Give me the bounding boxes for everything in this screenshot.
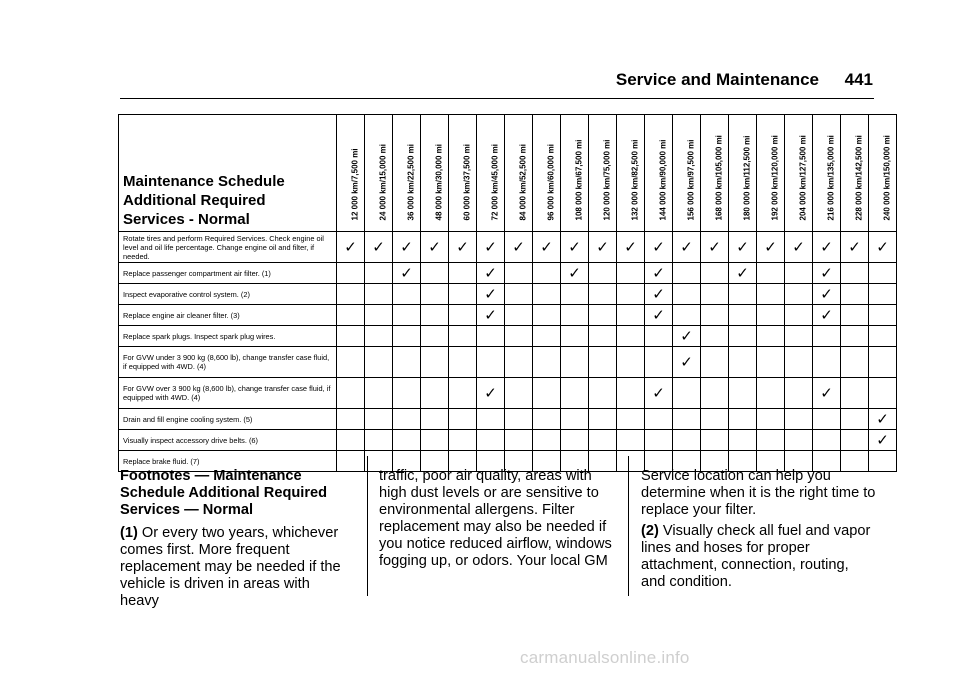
empty-cell [841,326,869,347]
table-row [119,378,897,409]
service-description: For GVW over 3 900 kg (8,600 lb), change transfer case fluid, if equipped with 4WD. (4) [119,378,337,409]
interval-label: 132 000 km/82,500 mi [630,139,639,221]
footnote-text: Or every two years, whichever comes first. More frequent replacement may be needed if the vehicle is driven in areas with heavy [120,525,341,609]
check-mark-cell: ✓ [645,263,673,284]
empty-cell [393,326,421,347]
empty-cell [841,305,869,326]
check-mark-cell: ✓ [645,305,673,326]
check-mark-cell: ✓ [617,232,645,263]
check-mark-cell: ✓ [561,263,589,284]
page-number: 441 [844,70,873,89]
empty-cell [449,378,477,409]
empty-cell [869,378,897,409]
check-mark-cell: ✓ [449,232,477,263]
empty-cell [757,263,785,284]
table-title [119,115,337,232]
column-header-interval [617,115,645,232]
empty-cell [449,430,477,451]
check-mark-cell: ✓ [365,232,393,263]
empty-cell [421,263,449,284]
interval-label: 168 000 km/105,000 mi [714,135,723,221]
empty-cell [505,284,533,305]
empty-cell [701,263,729,284]
empty-cell [505,378,533,409]
empty-cell [365,263,393,284]
check-mark-cell: ✓ [393,232,421,263]
footnote-text: Visually check all fuel and vapor lines and hoses for proper attachment, connection, routing, and condition. [641,523,871,590]
empty-cell [533,263,561,284]
empty-cell [533,347,561,378]
empty-cell [449,263,477,284]
footnote-1-start [120,525,350,610]
footnotes-column-3 [641,468,877,595]
empty-cell [561,326,589,347]
column-divider [367,456,368,596]
interval-label: 48 000 km/30,000 mi [434,143,443,221]
service-description: Drain and fill engine cooling system. (5) [119,409,337,430]
check-mark-cell: ✓ [813,284,841,305]
footnotes-title-line: Services — Normal [120,502,254,518]
interval-label: 120 000 km/75,000 mi [602,139,611,221]
interval-label: 108 000 km/67,500 mi [574,139,583,221]
empty-cell [729,347,757,378]
column-header-interval [729,115,757,232]
check-mark-cell: ✓ [589,232,617,263]
empty-cell [477,326,505,347]
column-header-interval [589,115,617,232]
empty-cell [589,430,617,451]
footnote-number: (1) [120,525,138,541]
empty-cell [393,378,421,409]
check-mark-cell: ✓ [869,232,897,263]
empty-cell [449,326,477,347]
empty-cell [505,305,533,326]
table-title-line: Services - Normal [123,211,250,228]
empty-cell [673,263,701,284]
empty-cell [645,326,673,347]
table-row [119,263,897,284]
interval-label: 228 000 km/142,500 mi [854,135,863,221]
footnotes-title-line: Schedule Additional Required [120,485,328,501]
table-row [119,284,897,305]
check-mark-cell: ✓ [477,232,505,263]
empty-cell [561,347,589,378]
empty-cell [365,409,393,430]
empty-cell [365,378,393,409]
column-header-interval [757,115,785,232]
empty-cell [337,284,365,305]
empty-cell [729,409,757,430]
empty-cell [701,305,729,326]
interval-label: 144 000 km/90,000 mi [658,139,667,221]
empty-cell [393,430,421,451]
check-mark-cell: ✓ [477,284,505,305]
check-mark-cell: ✓ [813,263,841,284]
empty-cell [729,430,757,451]
check-mark-cell: ✓ [393,263,421,284]
empty-cell [813,430,841,451]
empty-cell [337,326,365,347]
check-mark-cell: ✓ [477,378,505,409]
table-row [119,326,897,347]
empty-cell [813,409,841,430]
empty-cell [869,305,897,326]
empty-cell [421,305,449,326]
empty-cell [421,326,449,347]
empty-cell [841,263,869,284]
empty-cell [421,284,449,305]
check-mark-cell: ✓ [729,263,757,284]
empty-cell [365,430,393,451]
empty-cell [673,430,701,451]
column-header-interval [393,115,421,232]
service-description: Replace passenger compartment air filter. (1) [119,263,337,284]
empty-cell [589,305,617,326]
empty-cell [701,430,729,451]
footnote-1-continued: traffic, poor air quality, areas with high dust levels or are sensitive to environmental allergens. Filter replacement may also be needed if you notice reduced airflow, windows fogging up, or odors. Your local GM [379,468,612,569]
empty-cell [785,305,813,326]
empty-cell [757,326,785,347]
empty-cell [645,409,673,430]
check-mark-cell: ✓ [869,430,897,451]
empty-cell [673,378,701,409]
empty-cell [785,326,813,347]
empty-cell [617,430,645,451]
empty-cell [393,409,421,430]
empty-cell [617,378,645,409]
footnote-number: (2) [641,523,659,539]
empty-cell [729,378,757,409]
empty-cell [785,378,813,409]
column-header-interval [813,115,841,232]
interval-label: 24 000 km/15,000 mi [378,143,387,221]
empty-cell [337,378,365,409]
empty-cell [673,409,701,430]
empty-cell [869,326,897,347]
empty-cell [505,430,533,451]
empty-cell [729,305,757,326]
footnotes-title-line: Footnotes — Maintenance [120,468,302,484]
column-header-interval [421,115,449,232]
interval-label: 36 000 km/22,500 mi [406,143,415,221]
column-header-interval [561,115,589,232]
check-mark-cell: ✓ [337,232,365,263]
empty-cell [477,347,505,378]
footnote-2 [641,523,877,591]
watermark: carmanualsonline.info [520,648,690,667]
check-mark-cell: ✓ [645,232,673,263]
empty-cell [869,263,897,284]
footnote-1-end: Service location can help you determine when it is the right time to replace your filter. [641,468,876,518]
empty-cell [421,430,449,451]
check-mark-cell: ✓ [561,232,589,263]
section-title: Service and Maintenance [615,70,819,89]
empty-cell [589,284,617,305]
schedule-grid [118,114,897,472]
interval-label: 180 000 km/112,500 mi [742,135,751,221]
empty-cell [813,326,841,347]
check-mark-cell: ✓ [869,409,897,430]
empty-cell [785,409,813,430]
empty-cell [505,326,533,347]
interval-label: 240 000 km/150,000 mi [882,135,891,221]
empty-cell [645,347,673,378]
interval-label: 192 000 km/120,000 mi [770,135,779,221]
empty-cell [505,409,533,430]
empty-cell [477,409,505,430]
empty-cell [757,378,785,409]
empty-cell [589,326,617,347]
empty-cell [337,409,365,430]
empty-cell [533,326,561,347]
empty-cell [673,305,701,326]
service-description: Rotate tires and perform Required Services. Check engine oil level and oil life percentage. Change engine oil and filter, if needed. [119,232,337,263]
table-header-row [119,115,897,232]
empty-cell [505,347,533,378]
check-mark-cell: ✓ [673,232,701,263]
header-rule [120,98,874,99]
empty-cell [785,263,813,284]
empty-cell [757,430,785,451]
empty-cell [841,430,869,451]
check-mark-cell: ✓ [813,232,841,263]
check-mark-cell: ✓ [477,263,505,284]
column-header-interval [533,115,561,232]
column-header-interval [477,115,505,232]
empty-cell [337,347,365,378]
empty-cell [393,347,421,378]
empty-cell [617,326,645,347]
empty-cell [365,347,393,378]
check-mark-cell: ✓ [533,232,561,263]
empty-cell [561,409,589,430]
service-description: Replace brake fluid. (7) [119,451,337,472]
table-title-line: Additional Required [123,192,266,209]
empty-cell [701,326,729,347]
column-header-interval [869,115,897,232]
check-mark-cell: ✓ [645,284,673,305]
check-mark-cell: ✓ [729,232,757,263]
check-mark-cell: ✓ [505,232,533,263]
column-header-interval [645,115,673,232]
column-divider [628,456,629,596]
empty-cell [701,284,729,305]
table-title-line: Maintenance Schedule [123,173,285,190]
empty-cell [337,305,365,326]
column-header-interval [701,115,729,232]
empty-cell [813,347,841,378]
check-mark-cell: ✓ [813,305,841,326]
empty-cell [841,378,869,409]
empty-cell [589,263,617,284]
empty-cell [365,326,393,347]
column-header-interval [673,115,701,232]
empty-cell [757,409,785,430]
empty-cell [533,284,561,305]
check-mark-cell: ✓ [813,378,841,409]
check-mark-cell: ✓ [477,305,505,326]
empty-cell [589,347,617,378]
empty-cell [533,430,561,451]
empty-cell [617,305,645,326]
table-row [119,305,897,326]
check-mark-cell: ✓ [841,232,869,263]
empty-cell [393,305,421,326]
empty-cell [645,430,673,451]
empty-cell [365,305,393,326]
empty-cell [533,378,561,409]
column-header-interval [505,115,533,232]
empty-cell [477,430,505,451]
empty-cell [701,409,729,430]
empty-cell [729,326,757,347]
empty-cell [533,305,561,326]
interval-label: 204 000 km/127,500 mi [798,135,807,221]
empty-cell [365,284,393,305]
empty-cell [337,430,365,451]
table-row [119,409,897,430]
empty-cell [757,284,785,305]
table-row [119,347,897,378]
interval-label: 96 000 km/60,000 mi [546,143,555,221]
empty-cell [561,430,589,451]
footnotes-title [120,468,350,519]
check-mark-cell: ✓ [701,232,729,263]
check-mark-cell: ✓ [673,326,701,347]
column-header-interval [449,115,477,232]
check-mark-cell: ✓ [757,232,785,263]
footnotes-column-2 [379,468,615,574]
empty-cell [785,284,813,305]
empty-cell [785,347,813,378]
empty-cell [449,305,477,326]
check-mark-cell: ✓ [645,378,673,409]
empty-cell [869,284,897,305]
interval-label: 72 000 km/45,000 mi [490,143,499,221]
empty-cell [449,409,477,430]
empty-cell [533,409,561,430]
empty-cell [701,347,729,378]
empty-cell [589,409,617,430]
service-description: Visually inspect accessory drive belts. (6) [119,430,337,451]
service-description: Replace spark plugs. Inspect spark plug wires. [119,326,337,347]
empty-cell [449,284,477,305]
empty-cell [393,284,421,305]
table-row [119,430,897,451]
check-mark-cell: ✓ [421,232,449,263]
column-header-interval [337,115,365,232]
empty-cell [617,263,645,284]
service-description: For GVW under 3 900 kg (8,600 lb), change transfer case fluid, if equipped with 4WD. (4) [119,347,337,378]
interval-label: 216 000 km/135,000 mi [826,135,835,221]
empty-cell [421,409,449,430]
interval-label: 156 000 km/97,500 mi [686,139,695,221]
empty-cell [505,263,533,284]
empty-cell [589,378,617,409]
check-mark-cell: ✓ [785,232,813,263]
empty-cell [617,284,645,305]
empty-cell [673,284,701,305]
empty-cell [841,284,869,305]
empty-cell [841,409,869,430]
empty-cell [337,263,365,284]
empty-cell [617,409,645,430]
empty-cell [561,284,589,305]
empty-cell [421,378,449,409]
table-body [119,232,897,472]
table-row [119,232,897,263]
empty-cell [757,305,785,326]
maintenance-schedule-table [118,114,891,466]
column-header-interval [365,115,393,232]
empty-cell [561,305,589,326]
empty-cell [449,347,477,378]
interval-label: 12 000 km/7,500 mi [350,148,359,221]
empty-cell [841,347,869,378]
empty-cell [757,347,785,378]
empty-cell [869,347,897,378]
page-header [570,70,873,94]
column-header-interval [785,115,813,232]
empty-cell [561,378,589,409]
empty-cell [785,430,813,451]
empty-cell [617,347,645,378]
empty-cell [729,284,757,305]
service-description: Inspect evaporative control system. (2) [119,284,337,305]
empty-cell [421,347,449,378]
interval-label: 84 000 km/52,500 mi [518,143,527,221]
column-header-interval [841,115,869,232]
footnotes-column-1 [120,468,350,614]
check-mark-cell: ✓ [673,347,701,378]
interval-label: 60 000 km/37,500 mi [462,143,471,221]
empty-cell [701,378,729,409]
service-description: Replace engine air cleaner filter. (3) [119,305,337,326]
